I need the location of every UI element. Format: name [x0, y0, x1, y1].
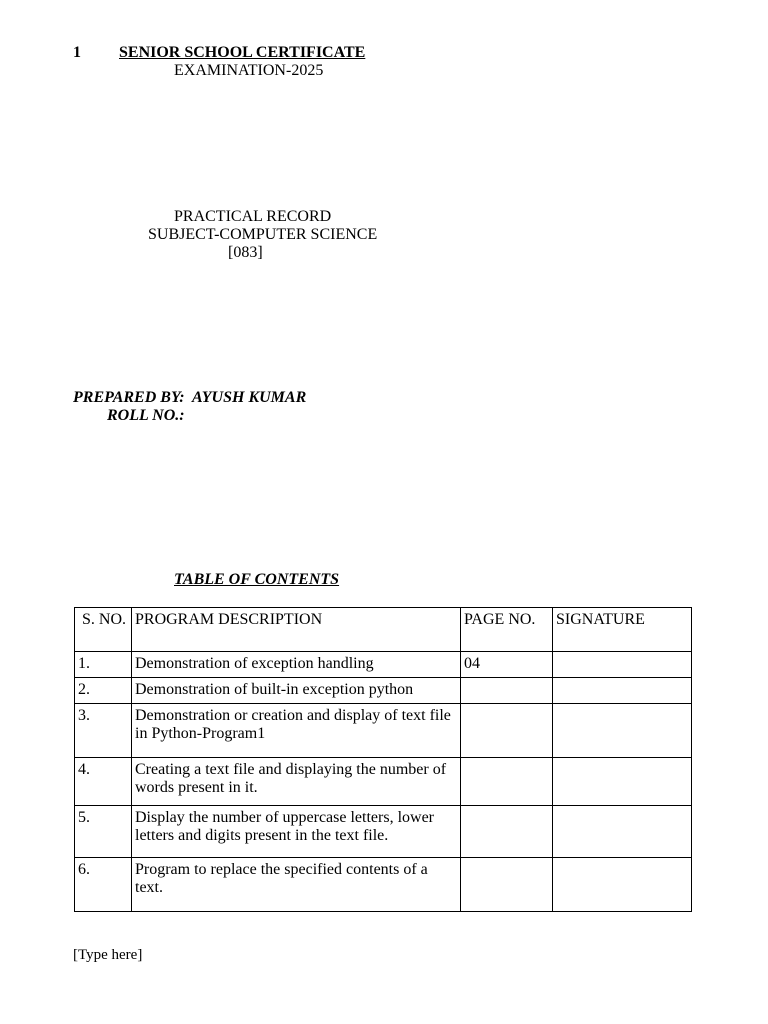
subject-label: SUBJECT-COMPUTER SCIENCE: [148, 226, 378, 243]
cell-description: Program to replace the specified contents of a text.: [132, 858, 461, 912]
footer-placeholder[interactable]: [Type here]: [73, 947, 143, 963]
cell-sno: 5.: [75, 806, 132, 858]
cell-signature: [553, 806, 692, 858]
roll-number: ROLL NO.:: [107, 407, 185, 424]
cell-page: [461, 758, 553, 806]
toc-table: [74, 607, 692, 912]
table-row: [75, 806, 692, 858]
cell-page: [461, 858, 553, 912]
cell-page: [461, 704, 553, 758]
table-row: [75, 704, 692, 758]
table-row: [75, 858, 692, 912]
cell-sno: 6.: [75, 858, 132, 912]
cell-sno: 1.: [75, 652, 132, 678]
table-row: [75, 652, 692, 678]
exam-year: EXAMINATION-2025: [174, 62, 324, 79]
cell-description: Demonstration of built-in exception python: [132, 678, 461, 704]
toc-heading: TABLE OF CONTENTS: [174, 571, 340, 588]
toc-header-row: [75, 608, 692, 652]
certificate-title: SENIOR SCHOOL CERTIFICATE: [119, 44, 366, 61]
cell-description: Demonstration of exception handling: [132, 652, 461, 678]
col-header-description: PROGRAM DESCRIPTION: [132, 608, 461, 652]
col-header-page: PAGE NO.: [461, 608, 553, 652]
cell-sno: 4.: [75, 758, 132, 806]
cell-signature: [553, 652, 692, 678]
cell-signature: [553, 858, 692, 912]
prepared-by: PREPARED BY: AYUSH KUMAR: [73, 389, 307, 406]
cell-sno: 2.: [75, 678, 132, 704]
cell-sno: 3.: [75, 704, 132, 758]
cell-description: Demonstration or creation and display of text file in Python-Program1: [132, 704, 461, 758]
cell-signature: [553, 704, 692, 758]
cell-description: Creating a text file and displaying the number of words present in it.: [132, 758, 461, 806]
table-row: [75, 678, 692, 704]
col-header-signature: SIGNATURE: [553, 608, 692, 652]
cell-signature: [553, 678, 692, 704]
cell-page: [461, 678, 553, 704]
header-number: 1: [73, 44, 81, 61]
cell-page: [461, 806, 553, 858]
subject-code: [083]: [228, 244, 263, 261]
cell-description: Display the number of uppercase letters, lower letters and digits present in the text file.: [132, 806, 461, 858]
cell-page: 04: [461, 652, 553, 678]
col-header-sno: S. NO.: [75, 608, 132, 652]
practical-record-label: PRACTICAL RECORD: [174, 208, 332, 225]
cell-signature: [553, 758, 692, 806]
table-row: [75, 758, 692, 806]
